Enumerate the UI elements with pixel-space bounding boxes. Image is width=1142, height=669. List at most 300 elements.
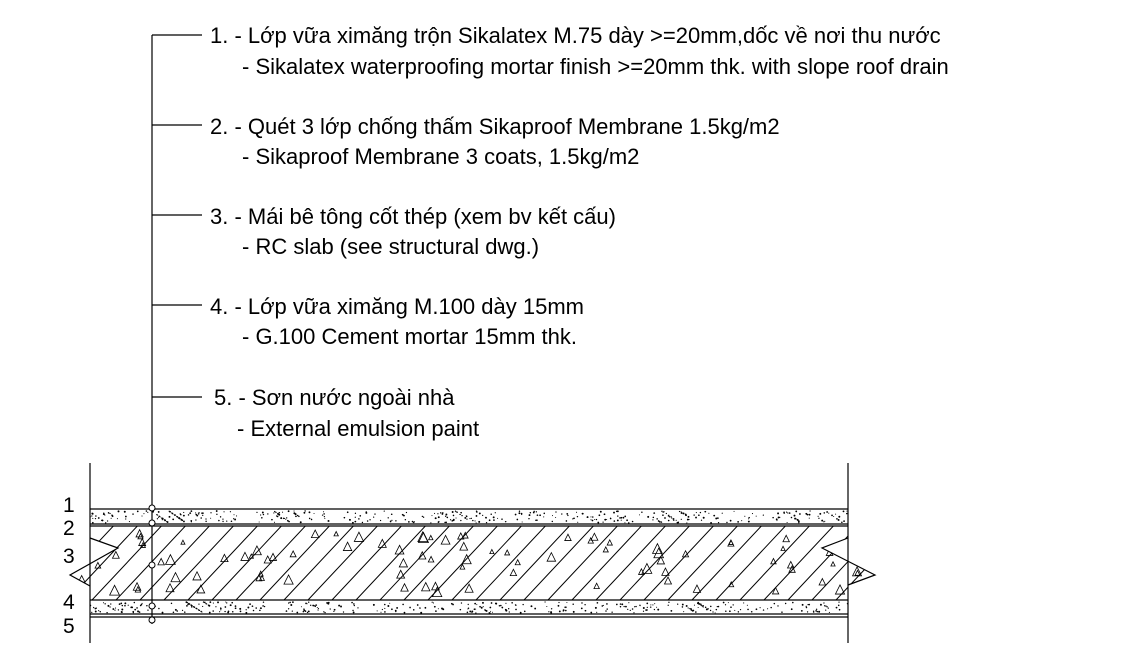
sand-dot	[598, 514, 600, 516]
sand-dot	[515, 604, 517, 606]
sand-dot	[288, 608, 289, 609]
sand-dot	[544, 601, 545, 602]
sand-dot	[99, 611, 100, 612]
aggregate-mark	[490, 549, 494, 553]
sand-dot	[802, 604, 804, 606]
sand-dot	[396, 607, 398, 609]
sand-dot	[220, 516, 221, 517]
sand-dot	[474, 608, 476, 610]
sand-dot	[293, 510, 294, 511]
sand-dot	[234, 519, 236, 521]
hatch-line	[380, 520, 455, 600]
sand-dot	[267, 513, 268, 514]
sand-dot	[698, 607, 699, 608]
sand-dot	[555, 511, 556, 512]
sand-dot	[216, 510, 218, 512]
sand-dot	[169, 516, 171, 518]
sand-dot	[794, 518, 796, 520]
sand-dot	[686, 605, 688, 607]
sand-dot	[587, 516, 589, 518]
sand-dot	[219, 611, 220, 612]
sand-dot	[95, 611, 97, 613]
sand-dot	[365, 512, 367, 514]
sand-dot	[474, 520, 475, 521]
aggregate-mark	[397, 570, 405, 578]
sand-dot	[816, 609, 817, 610]
sand-dot	[157, 518, 158, 519]
sand-dot	[262, 512, 264, 514]
aggregate-mark	[399, 559, 407, 567]
mortar-finish-stipple	[89, 510, 847, 524]
note-1-english: - Sikalatex waterproofing mortar finish >=20mm thk. with slope roof drain	[242, 54, 949, 79]
sand-dot	[96, 607, 97, 608]
note-1-vietnamese: 1. - Lớp vữa ximăng trộn Sikalatex M.75 dày >=20mm,dốc về nơi thu nước	[210, 23, 941, 48]
sand-dot	[186, 605, 188, 607]
sand-dot	[295, 513, 297, 515]
sand-dot	[647, 516, 649, 518]
hatch-line	[164, 520, 239, 600]
sand-dot	[196, 608, 197, 609]
sand-dot	[220, 608, 222, 610]
sand-dot	[519, 511, 520, 512]
aggregate-mark	[441, 535, 450, 544]
sand-dot	[120, 603, 122, 605]
sand-dot	[377, 610, 378, 611]
sand-dot	[495, 512, 496, 513]
sand-dot	[158, 511, 160, 513]
sand-dot	[493, 519, 495, 521]
sand-dot	[324, 516, 325, 517]
leader-node-4	[149, 603, 155, 609]
sand-dot	[594, 519, 595, 520]
aggregate-mark	[460, 542, 468, 550]
sand-dot	[355, 513, 356, 514]
sand-dot	[423, 517, 424, 518]
sand-dot	[813, 611, 815, 613]
sand-dot	[137, 610, 139, 612]
sand-dot	[843, 520, 845, 522]
sand-dot	[529, 514, 531, 516]
sand-dot	[563, 609, 565, 611]
aggregate-mark	[354, 532, 363, 541]
sand-dot	[136, 607, 138, 609]
hatch-line	[332, 520, 407, 600]
sand-dot	[659, 521, 661, 523]
sand-dot	[104, 515, 105, 516]
sand-dot	[179, 518, 181, 520]
sand-dot	[305, 610, 307, 612]
sand-dot	[748, 521, 750, 523]
sand-dot	[233, 518, 234, 519]
sand-dot	[227, 611, 229, 613]
hatch-line	[620, 520, 695, 600]
sand-dot	[318, 608, 319, 609]
sand-dot	[180, 514, 181, 515]
sand-dot	[164, 519, 166, 521]
sand-dot	[500, 605, 502, 607]
sand-dot	[597, 522, 599, 524]
sand-dot	[262, 605, 264, 607]
sand-dot	[352, 610, 353, 611]
sand-dot	[409, 607, 411, 609]
sand-dot	[668, 520, 670, 522]
sand-dot	[823, 521, 824, 522]
sand-dot	[453, 515, 455, 517]
sand-dot	[640, 605, 641, 606]
sand-dot	[666, 513, 667, 514]
sand-dot	[682, 604, 684, 606]
sand-dot	[838, 605, 840, 607]
sand-dot	[330, 608, 331, 609]
hatch-line	[524, 520, 599, 600]
sand-dot	[630, 610, 631, 611]
sand-dot	[635, 606, 636, 607]
sand-dot	[791, 608, 793, 610]
sand-dot	[91, 515, 92, 516]
sand-dot	[328, 520, 330, 522]
sand-dot	[682, 606, 684, 608]
sand-dot	[456, 512, 457, 513]
sand-dot	[740, 609, 741, 610]
sand-dot	[110, 603, 111, 604]
sand-dot	[222, 521, 223, 522]
sand-dot	[121, 612, 122, 613]
sand-dot	[654, 609, 655, 610]
sand-dot	[146, 605, 147, 606]
sand-dot	[468, 604, 469, 605]
sand-dot	[343, 611, 344, 612]
sand-dot	[702, 605, 703, 606]
sand-dot	[431, 515, 432, 516]
sand-dot	[624, 522, 625, 523]
sand-dot	[838, 516, 840, 518]
sand-dot	[475, 612, 476, 613]
sand-dot	[124, 602, 126, 604]
sand-dot	[452, 604, 454, 606]
sand-dot	[657, 609, 659, 611]
sand-dot	[121, 609, 123, 611]
sand-dot	[705, 607, 707, 609]
concrete-slab-hatch	[20, 520, 1031, 600]
sand-dot	[107, 520, 108, 521]
sand-dot	[140, 605, 142, 607]
sand-dot	[681, 519, 682, 520]
sand-dot	[797, 519, 799, 521]
sand-dot	[271, 519, 273, 521]
hatch-line	[140, 520, 215, 600]
sand-dot	[611, 612, 612, 613]
sand-dot	[656, 518, 658, 520]
sand-dot	[515, 609, 517, 611]
sand-dot	[261, 517, 263, 519]
sand-dot	[752, 513, 753, 514]
sand-dot	[374, 513, 375, 514]
sand-dot	[118, 609, 119, 610]
sand-dot	[167, 521, 169, 523]
aggregate-mark	[171, 573, 180, 582]
sand-dot	[564, 606, 566, 608]
sand-dot	[380, 520, 381, 521]
sand-dot	[600, 511, 602, 513]
sand-dot	[511, 602, 513, 604]
sand-dot	[324, 612, 325, 613]
aggregate-mark	[771, 558, 776, 563]
sand-dot	[173, 611, 175, 613]
sand-dot	[835, 514, 836, 515]
sand-dot	[486, 517, 487, 518]
sand-dot	[367, 520, 369, 522]
sand-dot	[455, 511, 456, 512]
aggregate-mark	[515, 560, 520, 565]
sand-dot	[91, 612, 92, 613]
sand-dot	[787, 512, 788, 513]
sand-dot	[481, 607, 483, 609]
sand-dot	[689, 608, 690, 609]
sand-dot	[129, 521, 130, 522]
sand-dot	[438, 608, 439, 609]
sand-dot	[109, 513, 110, 514]
sand-dot	[535, 520, 536, 521]
sand-dot	[276, 515, 277, 516]
sand-dot	[176, 610, 178, 612]
sand-dot	[558, 602, 559, 603]
sand-dot	[184, 611, 186, 613]
sand-dot	[696, 512, 697, 513]
sand-dot	[662, 511, 663, 512]
sand-dot	[807, 514, 809, 516]
note-3-vietnamese: 3. - Mái bê tông cốt thép (xem bv kết cấu)	[210, 204, 616, 229]
sand-dot	[807, 604, 808, 605]
sand-dot	[273, 512, 274, 513]
sand-dot	[846, 511, 847, 512]
sand-dot	[678, 522, 679, 523]
sand-dot	[799, 513, 801, 515]
hatch-line	[740, 520, 815, 600]
sand-dot	[275, 512, 276, 513]
sand-dot	[551, 608, 552, 609]
sand-dot	[489, 519, 491, 521]
sand-dot	[290, 604, 292, 606]
hatch-line	[788, 520, 863, 600]
sand-dot	[438, 516, 440, 518]
sand-dot	[226, 520, 227, 521]
sand-dot	[777, 605, 778, 606]
aggregate-mark	[284, 575, 293, 584]
sand-dot	[340, 606, 342, 608]
sand-dot	[353, 611, 355, 613]
sand-dot	[147, 512, 148, 513]
sand-dot	[146, 510, 148, 512]
sand-dot	[92, 513, 94, 515]
sand-dot	[687, 519, 689, 521]
sand-dot	[434, 606, 436, 608]
sand-dot	[515, 514, 517, 516]
sand-dot	[819, 513, 821, 515]
aggregate-mark	[269, 553, 276, 560]
sand-dot	[825, 605, 826, 606]
sand-dot	[650, 606, 651, 607]
sand-dot	[555, 517, 556, 518]
hatch-line	[236, 520, 311, 600]
sand-dot	[823, 602, 824, 603]
sand-dot	[303, 512, 305, 514]
sand-dot	[763, 515, 764, 516]
sand-dot	[694, 605, 695, 606]
aggregate-mark	[193, 572, 201, 580]
sand-dot	[334, 609, 336, 611]
sand-dot	[215, 606, 216, 607]
sand-dot	[715, 612, 716, 613]
hatch-line	[572, 520, 647, 600]
sand-dot	[818, 518, 819, 519]
sand-dot	[817, 611, 819, 613]
sand-dot	[460, 520, 461, 521]
hatch-line	[476, 520, 551, 600]
hatch-line	[284, 520, 359, 600]
hatch-line	[308, 520, 383, 600]
sand-dot	[524, 611, 526, 613]
sand-dot	[274, 511, 275, 512]
sand-dot	[778, 517, 780, 519]
sand-dot	[280, 517, 282, 519]
sand-dot	[288, 510, 290, 512]
sand-dot	[137, 510, 139, 512]
sand-dot	[442, 608, 444, 610]
sand-dot	[189, 604, 190, 605]
note-4-english: - G.100 Cement mortar 15mm thk.	[242, 324, 577, 349]
sand-dot	[482, 515, 483, 516]
sand-dot	[722, 513, 723, 514]
sand-dot	[809, 514, 811, 516]
hatch-line	[884, 520, 959, 600]
aggregate-mark	[781, 546, 785, 550]
sand-dot	[286, 517, 287, 518]
sand-dot	[344, 517, 346, 519]
sand-dot	[552, 515, 553, 516]
sand-dot	[833, 516, 834, 517]
sand-dot	[621, 517, 623, 519]
sand-dot	[716, 609, 717, 610]
sand-dot	[770, 607, 771, 608]
sand-dot	[725, 604, 726, 605]
layer-number-5: 5	[63, 615, 75, 638]
aggregate-mark	[253, 546, 262, 555]
sand-dot	[298, 516, 300, 518]
sand-dot	[826, 511, 828, 513]
sand-dot	[774, 603, 775, 604]
sand-dot	[125, 516, 127, 518]
sand-dot	[124, 511, 126, 513]
sand-dot	[838, 519, 840, 521]
sand-dot	[643, 607, 645, 609]
sand-dot	[204, 602, 205, 603]
sand-dot	[395, 520, 396, 521]
sand-dot	[476, 604, 477, 605]
leader-node-3	[149, 562, 155, 568]
aggregate-mark	[565, 534, 571, 540]
sand-dot	[444, 522, 445, 523]
sand-dot	[824, 521, 825, 522]
sand-dot	[581, 602, 582, 603]
sand-dot	[789, 512, 791, 514]
leader-node-2	[149, 520, 155, 526]
sand-dot	[288, 521, 290, 523]
sand-dot	[489, 607, 491, 609]
sand-dot	[717, 606, 718, 607]
sand-dot	[256, 512, 257, 513]
sand-dot	[798, 522, 799, 523]
sand-dot	[212, 610, 214, 612]
sand-dot	[471, 518, 472, 519]
sand-dot	[482, 602, 484, 604]
sand-dot	[222, 518, 223, 519]
sand-dot	[534, 608, 536, 610]
hatch-line	[116, 520, 191, 600]
sand-dot	[703, 517, 705, 519]
layer-number-2: 2	[63, 517, 75, 540]
sand-dot	[668, 605, 669, 606]
hatch-line	[44, 520, 119, 600]
sand-dot	[566, 602, 567, 603]
sand-dot	[614, 520, 616, 522]
sand-dot	[107, 605, 109, 607]
sand-dot	[424, 607, 426, 609]
sand-dot	[389, 603, 390, 604]
sand-dot	[260, 607, 262, 609]
sand-dot	[373, 604, 375, 606]
sand-dot	[590, 516, 591, 517]
sand-dot	[595, 607, 597, 609]
sand-dot	[606, 603, 608, 605]
hatch-line	[644, 520, 719, 600]
sand-dot	[323, 611, 324, 612]
sand-dot	[726, 522, 727, 523]
sand-dot	[205, 518, 206, 519]
sand-dot	[202, 515, 203, 516]
sand-dot	[303, 611, 305, 613]
sand-dot	[432, 602, 433, 603]
aggregate-mark	[505, 550, 510, 555]
sand-dot	[194, 607, 195, 608]
hatch-line	[908, 520, 983, 600]
sand-dot	[301, 606, 302, 607]
sand-dot	[288, 602, 289, 603]
sand-dot	[710, 522, 712, 524]
sand-dot	[109, 606, 110, 607]
sand-dot	[645, 609, 647, 611]
sand-dot	[831, 515, 833, 517]
sand-dot	[92, 522, 94, 524]
sand-dot	[314, 513, 315, 514]
sand-dot	[133, 612, 134, 613]
sand-dot	[460, 512, 462, 514]
sand-dot	[566, 513, 568, 515]
sand-dot	[305, 603, 307, 605]
sand-dot	[404, 612, 406, 614]
sand-dot	[206, 604, 207, 605]
sand-dot	[315, 604, 317, 606]
sand-dot	[743, 602, 744, 603]
sand-dot	[617, 515, 618, 516]
sand-dot	[744, 516, 745, 517]
sand-dot	[499, 605, 501, 607]
sand-dot	[446, 517, 448, 519]
sand-dot	[259, 610, 261, 612]
sand-dot	[621, 520, 622, 521]
sand-dot	[688, 607, 689, 608]
sand-dot	[183, 520, 185, 522]
sand-dot	[537, 514, 539, 516]
